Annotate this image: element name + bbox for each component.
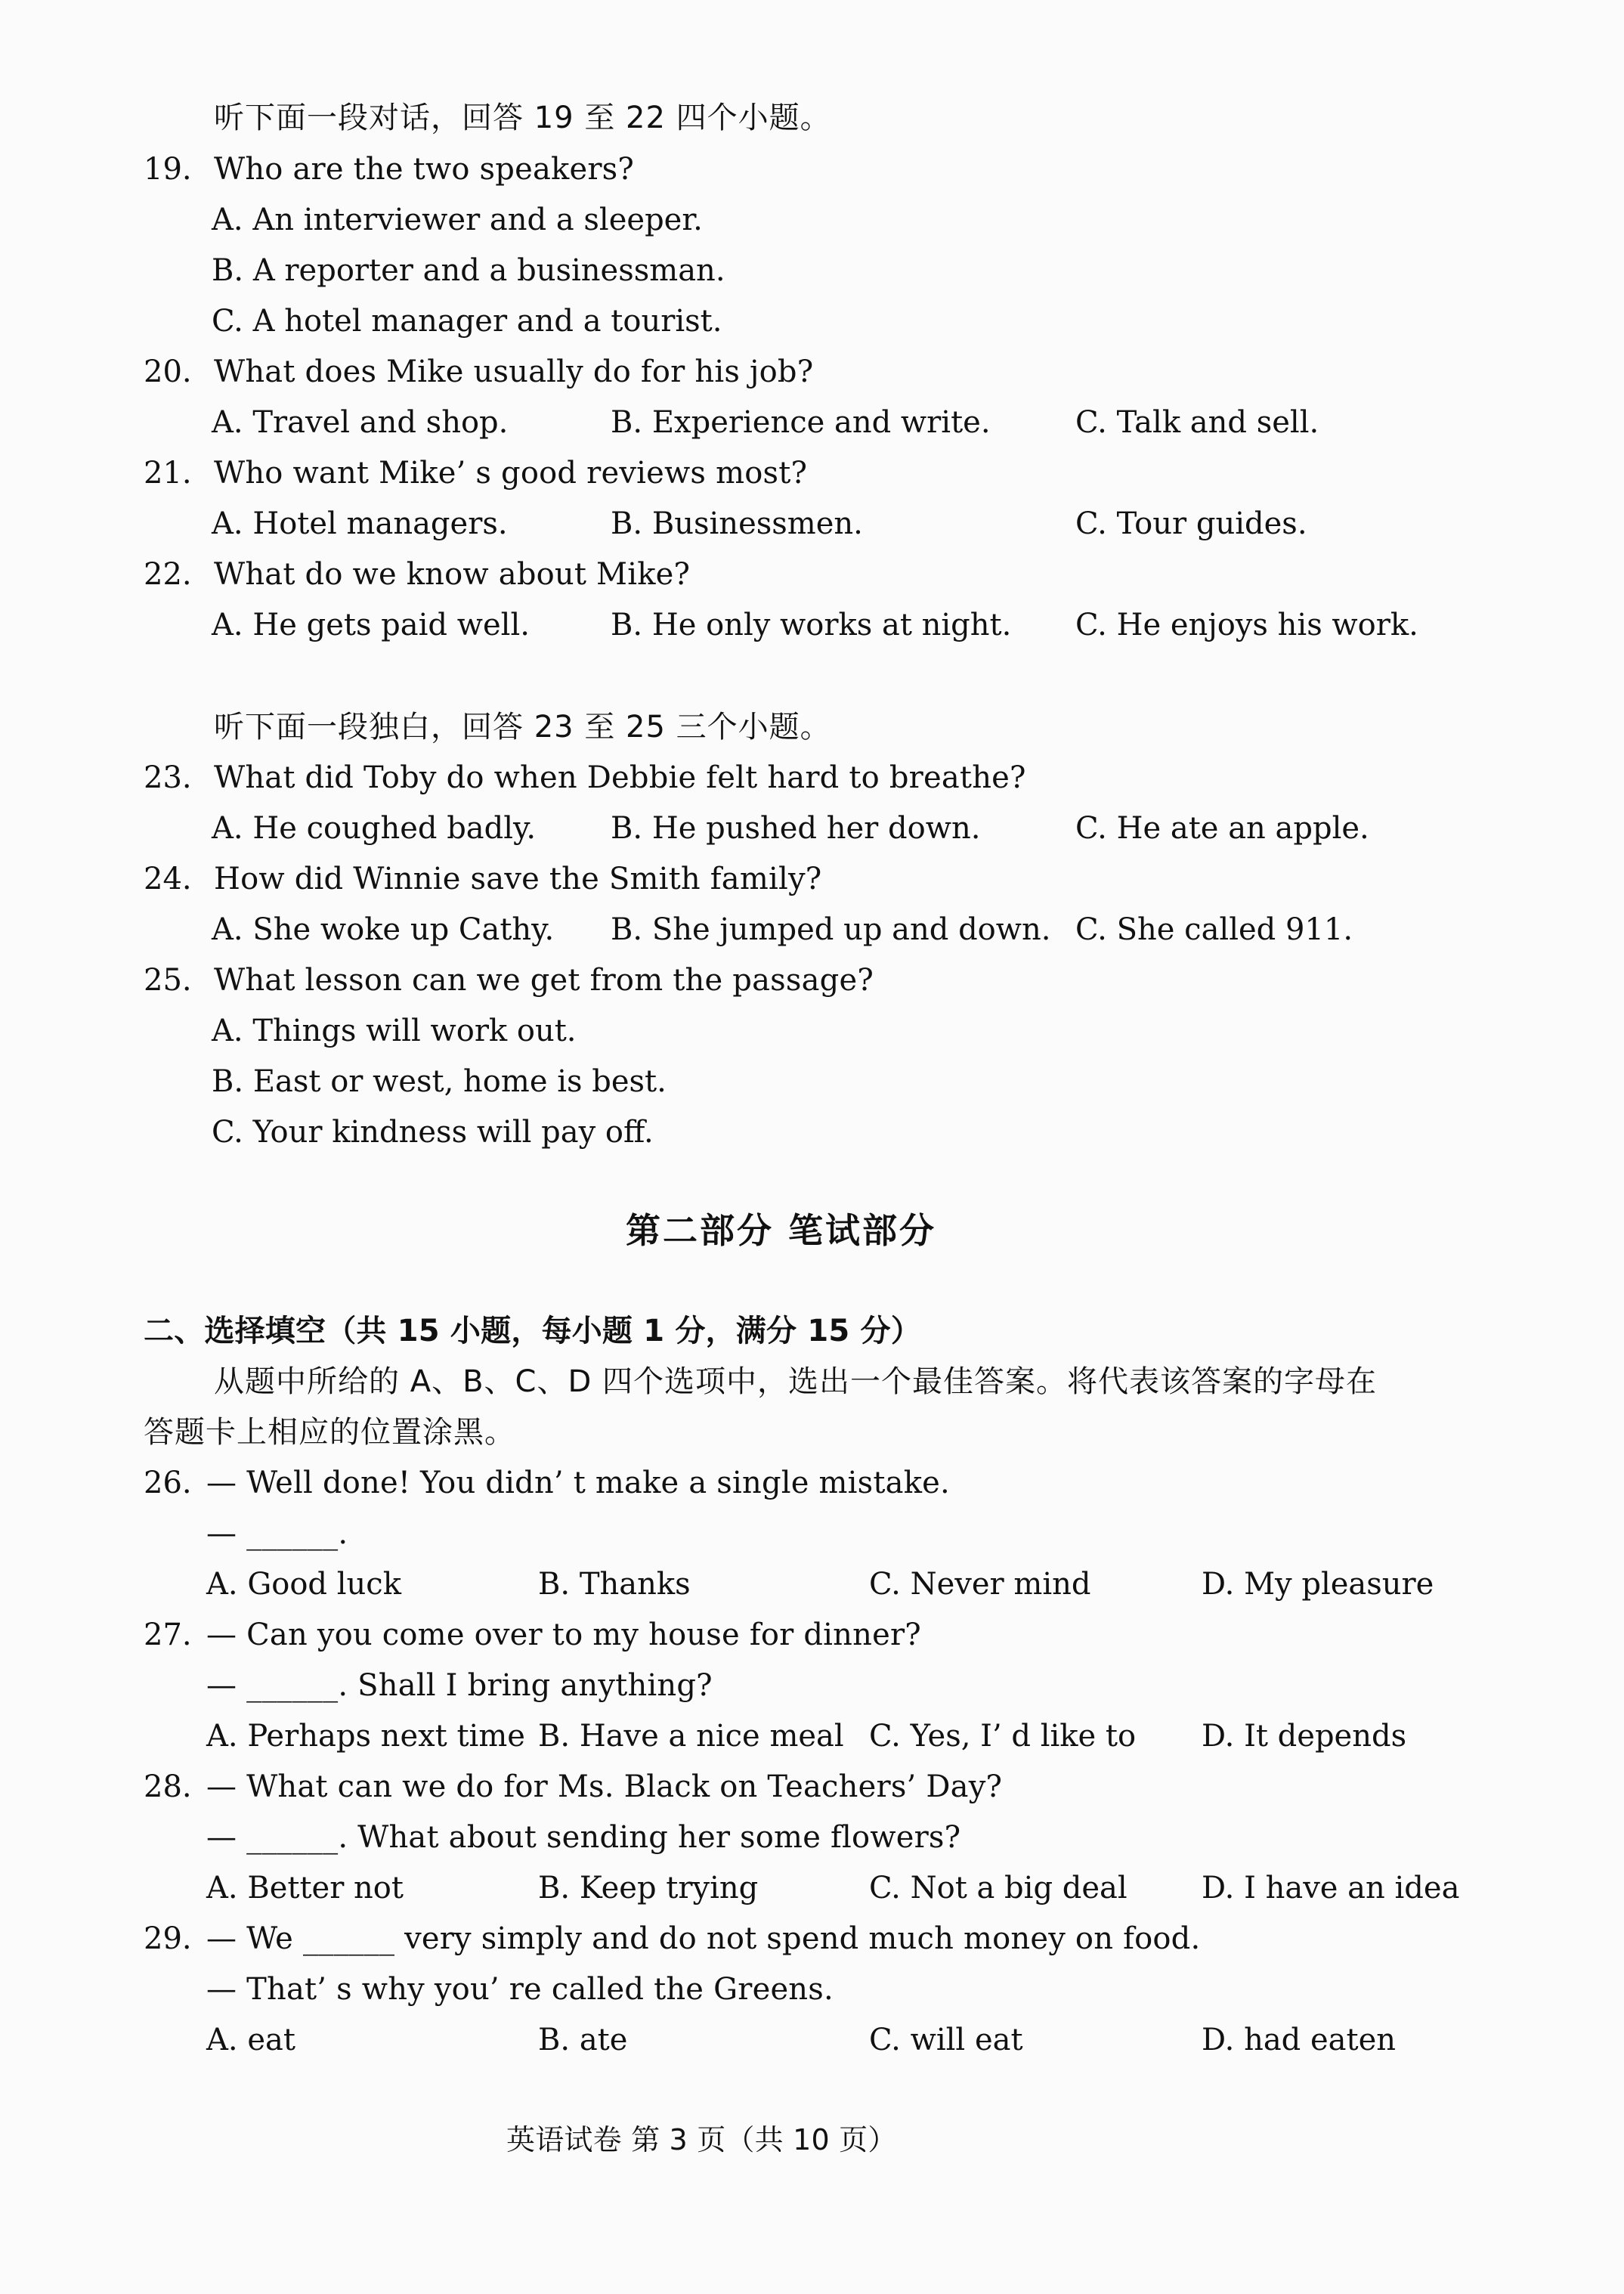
part-two-heading: 第二部分 笔试部分 bbox=[626, 1210, 937, 1251]
section-two-instruction-2: 答题卡上相应的位置涂黑。 bbox=[144, 1415, 515, 1450]
question-27-line-2: — ______. Shall I bring anything? bbox=[206, 1668, 713, 1703]
question-number-23: 23. bbox=[144, 760, 192, 795]
q21-option-c: C. Tour guides. bbox=[1075, 506, 1307, 541]
q23-option-b: B. He pushed her down. bbox=[611, 811, 981, 846]
listening-instruction-1: 听下面一段对话，回答 19 至 22 四个小题。 bbox=[214, 101, 831, 135]
q27-option-c: C. Yes, I’ d like to bbox=[869, 1719, 1137, 1754]
q26-option-a: A. Good luck bbox=[206, 1567, 401, 1602]
question-number-21: 21. bbox=[144, 456, 192, 491]
question-number-25: 25. bbox=[144, 963, 192, 998]
q25-option-b: B. East or west, home is best. bbox=[212, 1064, 667, 1099]
q28-option-d: D. I have an idea bbox=[1202, 1871, 1460, 1905]
q28-option-c: C. Not a big deal bbox=[869, 1871, 1128, 1905]
q29-option-d: D. had eaten bbox=[1202, 2023, 1397, 2057]
q20-option-a: A. Travel and shop. bbox=[212, 405, 509, 440]
q24-option-b: B. She jumped up and down. bbox=[611, 912, 1051, 947]
q19-option-a: A. An interviewer and a sleeper. bbox=[212, 203, 703, 237]
question-number-28: 28. bbox=[144, 1769, 192, 1804]
q28-option-b: B. Keep trying bbox=[538, 1871, 759, 1905]
q29-option-c: C. will eat bbox=[869, 2023, 1023, 2057]
q24-option-c: C. She called 911. bbox=[1075, 912, 1353, 947]
q22-option-c: C. He enjoys his work. bbox=[1075, 608, 1418, 642]
question-number-29: 29. bbox=[144, 1921, 192, 1956]
question-20-text: What does Mike usually do for his job? bbox=[214, 354, 814, 389]
question-22-text: What do we know about Mike? bbox=[214, 557, 691, 592]
question-28-line-1: — What can we do for Ms. Black on Teachers’ Day? bbox=[206, 1769, 1003, 1804]
q26-option-d: D. My pleasure bbox=[1202, 1567, 1434, 1602]
q22-option-b: B. He only works at night. bbox=[611, 608, 1012, 642]
q28-option-a: A. Better not bbox=[206, 1871, 404, 1905]
q19-option-c: C. A hotel manager and a tourist. bbox=[212, 304, 722, 339]
page-footer: 英语试卷 第 3 页（共 10 页） bbox=[506, 2123, 897, 2156]
q29-option-b: B. ate bbox=[538, 2023, 628, 2057]
question-27-line-1: — Can you come over to my house for dinner? bbox=[206, 1618, 921, 1652]
q26-option-c: C. Never mind bbox=[869, 1567, 1091, 1602]
section-two-instruction-1: 从题中所给的 A、B、C、D 四个选项中，选出一个最佳答案。将代表该答案的字母在 bbox=[214, 1364, 1377, 1399]
question-25-text: What lesson can we get from the passage? bbox=[214, 963, 874, 998]
question-number-24: 24. bbox=[144, 862, 192, 896]
listening-instruction-2: 听下面一段独白，回答 23 至 25 三个小题。 bbox=[214, 710, 831, 745]
question-29-line-2: — That’ s why you’ re called the Greens. bbox=[206, 1972, 834, 2007]
question-23-text: What did Toby do when Debbie felt hard to breathe? bbox=[214, 760, 1026, 795]
q27-option-a: A. Perhaps next time bbox=[206, 1719, 525, 1754]
q24-option-a: A. She woke up Cathy. bbox=[212, 912, 555, 947]
q20-option-b: B. Experience and write. bbox=[611, 405, 991, 440]
question-number-26: 26. bbox=[144, 1466, 192, 1500]
q22-option-a: A. He gets paid well. bbox=[212, 608, 530, 642]
q20-option-c: C. Talk and sell. bbox=[1075, 405, 1319, 440]
question-28-line-2: — ______. What about sending her some flowers? bbox=[206, 1820, 961, 1855]
q23-option-c: C. He ate an apple. bbox=[1075, 811, 1369, 846]
q25-option-a: A. Things will work out. bbox=[212, 1014, 577, 1048]
q27-option-d: D. It depends bbox=[1202, 1719, 1407, 1754]
question-26-line-1: — Well done! You didn’ t make a single mistake. bbox=[206, 1466, 950, 1500]
question-number-27: 27. bbox=[144, 1618, 192, 1652]
question-19-text: Who are the two speakers? bbox=[214, 152, 635, 187]
q29-option-a: A. eat bbox=[206, 2023, 295, 2057]
question-24-text: How did Winnie save the Smith family? bbox=[214, 862, 822, 896]
question-number-19: 19. bbox=[144, 152, 192, 187]
q19-option-b: B. A reporter and a businessman. bbox=[212, 253, 725, 288]
section-two-title: 二、选择填空（共 15 小题，每小题 1 分，满分 15 分） bbox=[144, 1314, 921, 1348]
q21-option-a: A. Hotel managers. bbox=[212, 506, 508, 541]
question-number-20: 20. bbox=[144, 354, 192, 389]
q26-option-b: B. Thanks bbox=[538, 1567, 691, 1602]
question-29-line-1: — We ______ very simply and do not spend much money on food. bbox=[206, 1921, 1201, 1956]
question-26-line-2: — ______. bbox=[206, 1516, 348, 1551]
q25-option-c: C. Your kindness will pay off. bbox=[212, 1115, 654, 1150]
q23-option-a: A. He coughed badly. bbox=[212, 811, 537, 846]
question-number-22: 22. bbox=[144, 557, 192, 592]
q27-option-b: B. Have a nice meal bbox=[538, 1719, 844, 1754]
question-21-text: Who want Mike’ s good reviews most? bbox=[214, 456, 808, 491]
q21-option-b: B. Businessmen. bbox=[611, 506, 863, 541]
